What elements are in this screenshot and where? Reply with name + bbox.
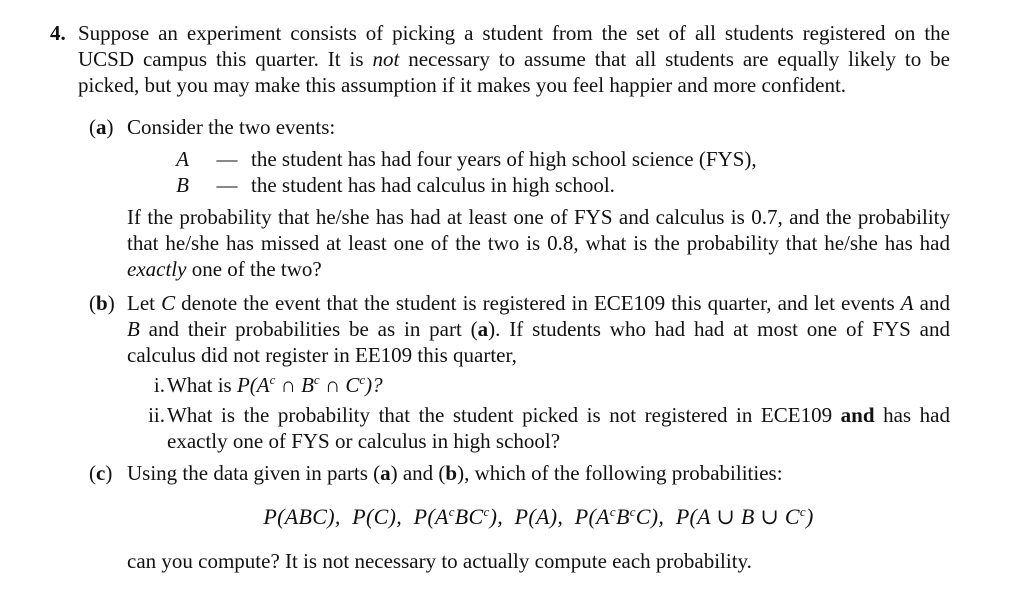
subpart-i-label: i. [153, 373, 165, 397]
prob-union: P(A ∪ B ∪ $C^c$) [675, 504, 814, 529]
subpart-i: i. What is $P(A^c$ ∩ $B^c$ ∩ $C^c$)? [127, 372, 950, 398]
part-a-label: (a) [89, 115, 114, 139]
event-dash: — [216, 147, 238, 171]
prob-a: P(A), [514, 504, 564, 529]
prob-acbcc: $P(A^cBC^c)$, [413, 504, 504, 529]
event-b [127, 172, 950, 198]
events-list [127, 146, 950, 198]
probability-list [127, 504, 950, 530]
prob-c: P(C), [352, 504, 402, 529]
event-description: the student has had four years of high school science (FYS), [251, 147, 757, 171]
part-a [50, 114, 950, 282]
event-dash: — [216, 173, 238, 197]
subpart-ii-label: ii. [148, 403, 165, 427]
expression-intersection: $P(A^c$ ∩ $B^c$ ∩ $C^c$)? [236, 372, 383, 397]
prob-abc: P(ABC), [263, 504, 341, 529]
part-a-question: If the probability that he/she has had at least one of FYS and calculus is 0.7, and the probability that he/she has missed at least one of the two is 0.8, what is the probability that he/she has had exactly one of the two? [127, 205, 950, 281]
part-b-text: Let C denote the event that the student is registered in ECE109 this quarter, and let events A and B and their probabilities be as in part (a). If students who had had at most one of FYS and calculus did not register in EE109 this quarter, [127, 291, 950, 367]
event-a [127, 146, 950, 172]
part-a-intro: Consider the two events: [127, 115, 336, 139]
intro-text-1: Suppose an experiment consists of picking a student from the set of all students registered on the UCSD campus this quarter. It is [78, 21, 950, 71]
event-symbol: B [176, 173, 189, 197]
problem-intro [50, 20, 950, 98]
event-description: the student has had calculus in high school. [251, 173, 615, 197]
part-c [50, 460, 950, 574]
part-b [50, 290, 950, 454]
problem-4 [50, 20, 950, 574]
part-b-label: (b) [89, 291, 115, 315]
intro-not: not [372, 47, 400, 71]
subpart-ii: ii. What is the probability that the student picked is not registered in ECE109 and has had exactly one of FYS or calculus in high school? [127, 402, 950, 454]
event-symbol: A [176, 147, 189, 171]
problem-number: 4. [50, 21, 66, 45]
intro-text-2: necessary to assume that all students are equally likely to be picked, but you may make this assumption if it makes you feel happier and more confident. [78, 47, 950, 97]
emphasis-exactly: exactly [127, 257, 187, 281]
part-c-label: (c) [89, 461, 113, 485]
part-c-text: Using the data given in parts (a) and (b), which of the following probabilities: [127, 461, 783, 485]
part-c-conclusion: can you compute? It is not necessary to actually compute each probability. [127, 549, 752, 573]
prob-acbcc-2: $P(A^cB^cC)$, [574, 504, 665, 529]
part-b-subparts [127, 372, 950, 454]
